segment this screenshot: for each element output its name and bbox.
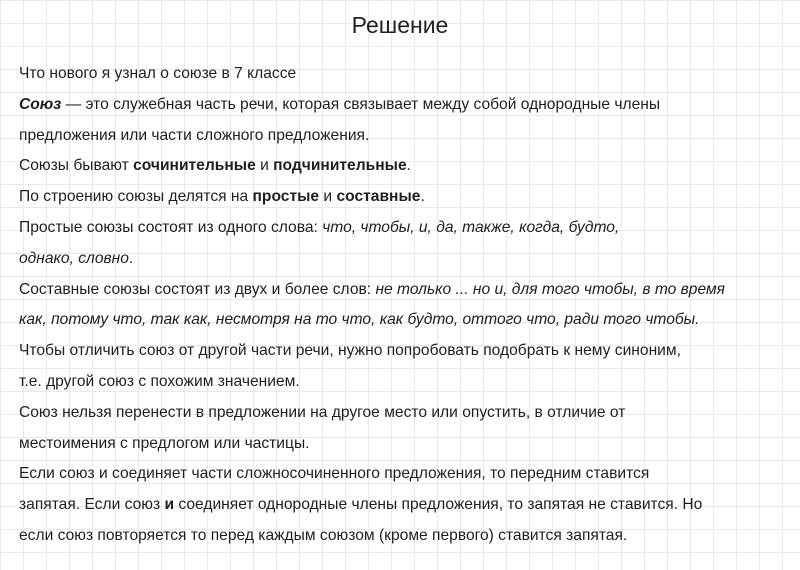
example-list: что, чтобы, и, да, также, когда, будто, <box>322 218 620 236</box>
text-span: Что нового я узнал о союзе в 7 классе <box>19 65 297 82</box>
text-line <box>19 182 789 213</box>
text-line <box>19 398 789 429</box>
text-span: если союз повторяется то перед каждым союзом (кроме первого) ставится запятая. <box>19 526 628 544</box>
text-line <box>19 459 789 490</box>
text-line <box>19 275 789 306</box>
text-line <box>19 121 789 152</box>
text-span: По строению союзы делятся на <box>19 188 253 206</box>
text-line <box>19 305 789 336</box>
example-list: не только ... но и, для того чтобы, в то время <box>375 280 725 298</box>
text-span: Союзы бывают <box>19 157 134 175</box>
text-line <box>19 521 789 552</box>
term-union: Союз <box>19 95 62 113</box>
text-span: Чтобы отличить союз от другой части речи, нужно попробовать подобрать к нему синоним, <box>19 342 681 360</box>
text-span: и <box>255 157 274 175</box>
example-list: как, потому что, так как, несмотря на то что, как будто, оттого что, ради того чтобы. <box>19 311 700 329</box>
text-span: и <box>319 188 337 206</box>
text-span: т.е. другой союз с похожим значением. <box>19 372 300 390</box>
text-span: предложения или части сложного предложения. <box>19 126 370 144</box>
term-subordinating: подчинительные <box>273 157 407 175</box>
text-span: . <box>420 188 425 206</box>
text-line <box>19 367 789 398</box>
text-span: соединяет однородные члены предложения, то запятая не ставится. Но <box>174 496 703 514</box>
text-line <box>19 213 789 244</box>
text-line <box>19 59 789 90</box>
text-line <box>19 244 789 275</box>
text-line <box>19 336 789 367</box>
text-span: Составные союзы состоят из двух и более слов: <box>19 280 376 298</box>
term-simple: простые <box>252 188 320 206</box>
text-span: Союз нельзя перенести в предложении на другое место или опустить, в отличие от <box>19 403 626 421</box>
text-line <box>19 490 789 521</box>
text-span: запятая. Если союз <box>19 496 165 514</box>
text-span: местоимения с предлогом или частицы. <box>19 434 310 452</box>
text-span: . <box>128 249 134 267</box>
text-line <box>19 151 789 182</box>
solution-text <box>19 59 789 552</box>
text-span: . <box>406 157 411 175</box>
term-and: и <box>164 496 175 514</box>
text-span: Простые союзы состоят из одного слова: <box>19 218 323 236</box>
text-line <box>19 429 789 460</box>
example-list: однако, словно <box>19 249 129 267</box>
page-title: Решение <box>351 12 449 38</box>
text-span: — это служебная часть речи, которая связывает между собой однородные члены <box>61 95 661 113</box>
term-compound: составные <box>336 188 421 206</box>
term-coordinating: сочинительные <box>133 157 256 175</box>
text-span: Если союз и соединяет части сложносочиненного предложения, то передним ставится <box>19 465 650 483</box>
text-line <box>19 90 789 121</box>
